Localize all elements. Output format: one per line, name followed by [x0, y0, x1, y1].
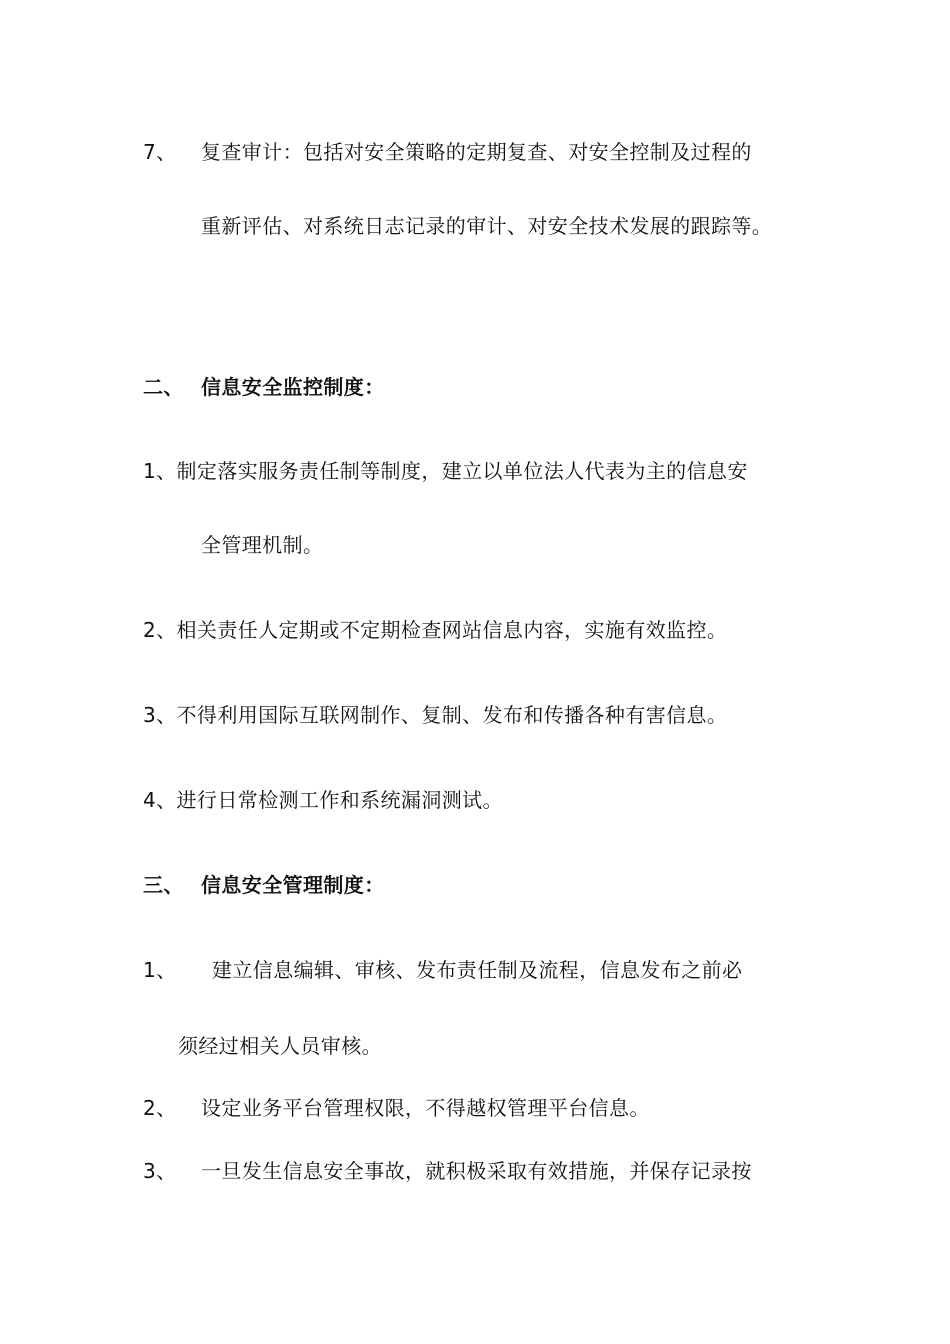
section-2-item-4: 4、进行日常检测工作和系统漏洞测试。: [143, 788, 503, 812]
section-3-item-2-number: 2、: [143, 1096, 177, 1120]
section-2-heading: 信息安全监控制度：: [201, 375, 385, 399]
section-2-item-1-line-1: 1、制定落实服务责任制等制度，建立以单位法人代表为主的信息安: [143, 459, 748, 483]
section-3-item-1-line-2: 须经过相关人员审核。: [178, 1034, 382, 1058]
item-7-number: 7、: [143, 140, 177, 164]
section-3-item-1-line-1: 建立信息编辑、审核、发布责任制及流程，信息发布之前必: [212, 958, 743, 982]
item-7-text-line-2: 重新评估、对系统日志记录的审计、对安全技术发展的跟踪等。: [201, 214, 773, 238]
item-7-text-line-1: 复查审计：包括对安全策略的定期复查、对安全控制及过程的: [201, 140, 752, 164]
section-3-heading: 信息安全管理制度：: [201, 873, 385, 897]
section-3-item-1-number: 1、: [143, 958, 177, 982]
section-3-item-3-number: 3、: [143, 1159, 177, 1183]
section-2-number: 二、: [143, 375, 184, 399]
section-2-item-2: 2、相关责任人定期或不定期检查网站信息内容，实施有效监控。: [143, 618, 728, 642]
section-3-item-3-text: 一旦发生信息安全事故，就积极采取有效措施，并保存记录按: [201, 1159, 752, 1183]
section-2-item-3: 3、不得利用国际互联网制作、复制、发布和传播各种有害信息。: [143, 703, 728, 727]
section-3-item-2-text: 设定业务平台管理权限，不得越权管理平台信息。: [201, 1096, 650, 1120]
section-2-item-1-line-2: 全管理机制。: [201, 533, 324, 557]
section-3-number: 三、: [143, 873, 184, 897]
